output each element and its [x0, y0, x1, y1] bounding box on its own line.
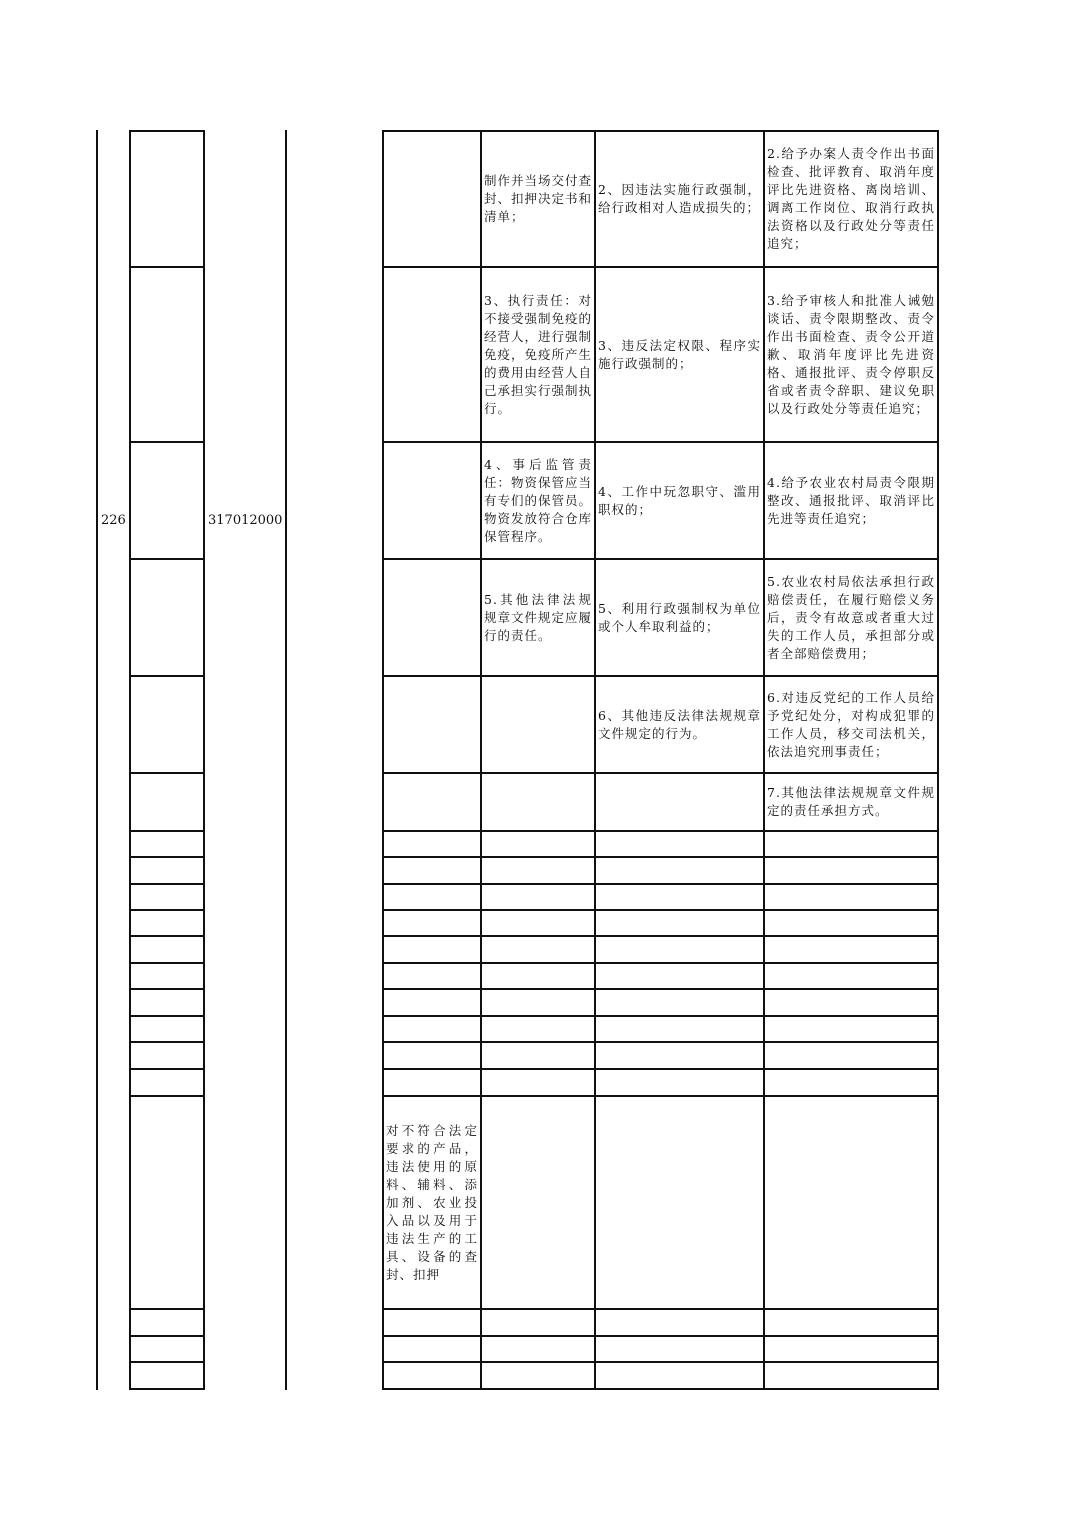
cell-r7-c1: 对不符合法定要求的产品，违法使用的原料、辅料、添加剂、农业投入品以及用于违法生产的工具、设备的查封、扣押 [386, 1122, 478, 1282]
cell-r4-c2: 5.其他法律法规规章文件规定应履行的责任。 [484, 591, 593, 643]
row-line [382, 962, 939, 964]
cell-r5-c3: 6、其他违反法律法规规章文件规定的行为。 [598, 707, 761, 741]
item-code: 317012000 [208, 513, 283, 528]
row-line [129, 1388, 205, 1390]
column-line [203, 130, 205, 1390]
row-line [129, 675, 205, 677]
row-line [382, 1361, 939, 1363]
row-line [129, 1041, 205, 1043]
row-line [129, 1308, 205, 1310]
cell-r1-c3: 2、因违法实施行政强制，给行政相对人造成损失的； [598, 182, 761, 215]
row-line [129, 266, 205, 268]
cell-r1-c2: 制作并当场交付查封、扣押决定书和清单； [484, 173, 593, 224]
row-line [129, 1015, 205, 1017]
right-border-line [937, 130, 939, 1390]
row-line [382, 1068, 939, 1070]
row-line [382, 1388, 939, 1390]
row-line [129, 935, 205, 937]
row-line [129, 830, 205, 832]
row-line [382, 1335, 939, 1337]
cell-r5-c4: 6.对违反党纪的工作人员给予党纪处分，对构成犯罪的工作人员，移交司法机关，依法追究刑事责任； [767, 689, 935, 759]
row-line [129, 883, 205, 885]
cell-r2-c2: 3、执行责任：对不接受强制免疫的经营人，进行强制免疫，免疫所产生的费用由经营人自己承担实行强制执行。 [484, 292, 593, 416]
row-line [129, 1095, 205, 1097]
row-line [129, 856, 205, 858]
row-line [129, 772, 205, 774]
row-line [382, 1308, 939, 1310]
row-line [129, 1335, 205, 1337]
row-line [382, 883, 939, 885]
cell-r3-c4: 4.给予农业农村局责令限期整改、通报批评、取消评比先进等责任追究； [767, 474, 935, 526]
column-line [129, 130, 131, 1390]
row-line [382, 935, 939, 937]
row-line [382, 988, 939, 990]
row-line [382, 830, 939, 832]
cell-r2-c4: 3.给予审核人和批准人诫勉谈话、责令限期整改、责令作出书面检查、责令公开道歉、取消年度评比先进资格、通报批评、责令停职反省或者责令辞职、建议免职以及行政处分等责任追究； [767, 292, 935, 416]
row-number: 226 [101, 513, 126, 528]
row-line [382, 856, 939, 858]
cell-r6-c4: 7.其他法律法规规章文件规定的责任承担方式。 [767, 785, 935, 818]
cell-r4-c3: 5、利用行政强制权为单位或个人牟取利益的； [598, 600, 761, 634]
column-line [285, 130, 287, 1390]
row-line [129, 130, 205, 132]
row-line [129, 962, 205, 964]
row-line [129, 558, 205, 560]
cell-r3-c3: 4、工作中玩忽职守、滥用职权的； [598, 483, 761, 517]
row-line [129, 441, 205, 443]
cell-r4-c4: 5.农业农村局依法承担行政赔偿责任，在履行赔偿义务后，责令有故意或者重大过失的工作人员，承担部分或者全部赔偿费用； [767, 573, 935, 661]
row-line [129, 909, 205, 911]
row-line [129, 988, 205, 990]
left-border-line [96, 130, 98, 1390]
row-line [382, 1015, 939, 1017]
cell-r3-c2: 4、事后监管责任：物资保管应当有专们的保管员。物资发放符合仓库保管程序。 [484, 456, 593, 544]
cell-r1-c4: 2.给予办案人责令作出书面检查、批评教育、取消年度评比先进资格、离岗培训、调离工作岗位、取消行政执法资格以及行政处分等责任追究； [767, 146, 935, 251]
cell-r2-c3: 3、违反法定权限、程序实施行政强制的； [598, 337, 761, 371]
row-line [129, 1068, 205, 1070]
row-line [382, 1041, 939, 1043]
row-line [129, 1361, 205, 1363]
row-line [382, 909, 939, 911]
